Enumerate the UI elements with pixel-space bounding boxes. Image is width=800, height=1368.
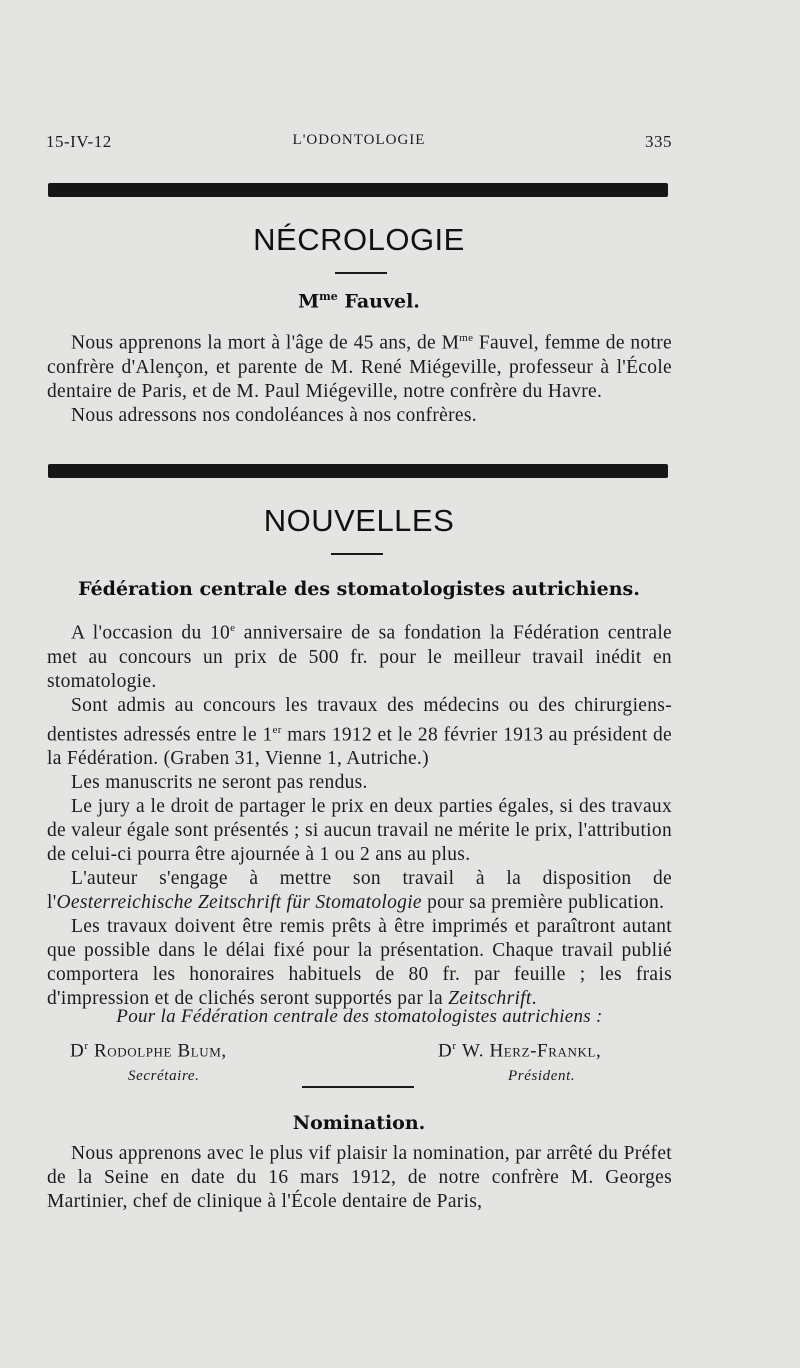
nomination-subtitle: Nomination. [292,1112,426,1134]
journal-title: L'ODONTOLOGIE [292,132,426,148]
nomination-paragraph: Nous apprenons avec le plus vif plaisir la nomination, par arrêté du Préfet de la Seine en date du 16 mars 1912, de notre confrère M. Georges Martinier, chef de clinique à l'École dentaire de Paris, [47,1143,672,1212]
signer-right-name: $D^r$ W. Herz-Frankl, [438,1040,602,1062]
condolences-paragraph: Nous adressons nos condoléances à nos confrères. [71,404,477,426]
title-underline [335,272,387,274]
section-divider-bar [48,464,668,478]
obituary-paragraph: Nous apprenons la mort à l'âge de 45 ans, de $M^{me}$ Fauvel, femme de notre confrère d'Alençon, et parente de M. René Miégeville, professeur à l'École dentaire de Paris, et de M. Paul Miégeville, notre confrère du Havre. [47,332,672,402]
signer-left-name: $D^r$ Rodolphe Blum, [70,1040,227,1062]
issue-date: 15-IV-12 [46,132,112,151]
federation-paragraph: L'auteur s'engage à mettre son travail à la disposition de l'Oesterreichische Zeitschrift für Stomatologie pour sa première publication. [47,868,672,913]
signature-line: Pour la Fédération centrale des stomatologistes autrichiens : [116,1006,603,1027]
nomination-body [47,1142,672,1214]
obituary-body [47,326,672,428]
signer-right-role: Président. [508,1068,576,1084]
federation-body [47,616,672,1011]
federation-paragraph: Les manuscrits ne seront pas rendus. [71,772,368,793]
federation-subtitle: Fédération centrale des stomatologistes autrichiens. [78,578,640,600]
title-underline [331,553,383,555]
signer-left-role: Secrétaire. [128,1068,200,1084]
section-divider-bar [48,183,668,197]
separator-rule [302,1086,414,1088]
federation-paragraph: Les travaux doivent être remis prêts à être imprimés et paraîtront autant que possible dans le délai fixé pour la présentation. Chaque travail publié comportera les honoraires habituels de 80 fr. par feuille ; les frais d'impression et de clichés seront supportés par la Zeitschrift. [47,916,672,1009]
page-number: 335 [645,132,672,151]
federation-paragraph: Sont admis au concours les travaux des médecins ou des chirurgiens-dentistes adressés entre le 1er mars 1912 et le 28 février 1913 au président de la Fédération. (Graben 31, Vienne 1, Autriche.) [47,694,672,769]
running-header [46,132,672,156]
section-title-nouvelles: NOUVELLES [263,503,455,538]
section-title-necrologie: NÉCROLOGIE [253,222,465,257]
federation-paragraph: A l'occasion du 10e anniversaire de sa fondation la Fédération centrale met au concours un prix de 500 fr. pour le meilleur travail inédit en stomatologie. [47,622,672,692]
obituary-subtitle: $M^{me}$ Fauvel. [298,290,420,313]
federation-paragraph: Le jury a le droit de partager le prix en deux parties égales, si des travaux de valeur égale sont présentés ; si aucun travail ne mérite le prix, l'attribution de celui-ci pourra être ajournée à 1 ou 2 ans au plus. [47,796,672,865]
